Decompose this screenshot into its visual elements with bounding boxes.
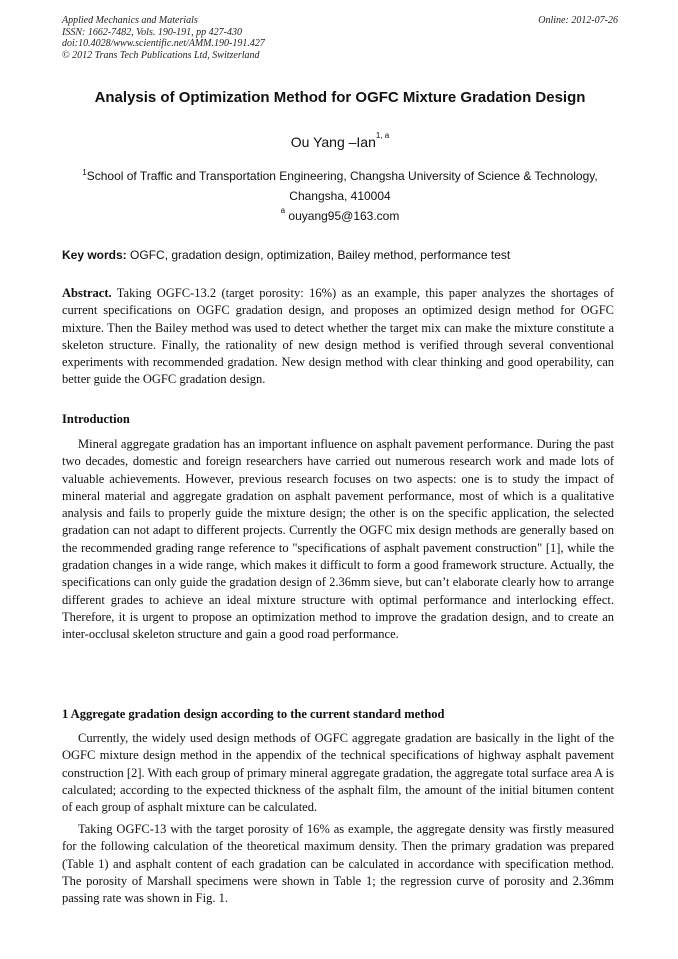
issn-line: ISSN: 1662-7482, Vols. 190-191, pp 427-430 xyxy=(62,26,242,38)
copyright-line: © 2012 Trans Tech Publications Ltd, Switzerland xyxy=(62,49,260,61)
section-1-text-1: Currently, the widely used design methods of OGFC aggregate gradation are basically in the light of the OGFC mixture design method in the appendix of the technical specifications of highway asphalt pavement construction [2]. With each group of primary mineral aggregate gradation, the aggregate total surface area A is calculated; according to the expected thickness of the asphalt film, the amount of the initial bitumen content of each group of asphalt mixture can be calculated. xyxy=(62,731,614,815)
abstract-text: Taking OGFC-13.2 (target porosity: 16%) as an example, this paper analyzes the shortages of current specifications on OGFC gradation design, and proposes an optimized design method for OGFC mixture. Then the Bailey method was used to detect whether the target mix can make the mixture constitute a skeleton structure. Finally, the rationality of new design method is verified through several conventional experiments with recommended gradation. New design method with clear thinking and good operability, can better guide the OGFC gradation design. xyxy=(62,286,614,387)
section-heading-introduction: Introduction xyxy=(62,412,130,426)
email-address: ouyang95@163.com xyxy=(288,209,400,223)
keywords xyxy=(62,248,618,262)
email-marker: a xyxy=(280,206,286,215)
affiliation-line-1: School of Traffic and Transportation Engineering, Changsha University of Science & Technology, xyxy=(86,169,598,183)
introduction-paragraph xyxy=(62,436,614,644)
author-name: Ou Yang –Ian xyxy=(290,134,376,150)
affiliation-line-2: Changsha, 410004 xyxy=(289,189,391,203)
introduction-text: Mineral aggregate gradation has an important influence on asphalt pavement performance. During the past two decades, domestic and foreign researchers have carried out numerous research work and made lots of valuable achievements. However, previous research focuses on two aspects: one is to study the impact of mineral material and aggregate gradation on asphalt pavement performance, most of which is a qualitative analysis and fails to properly guide the mixture design; the other is on the specific application, the selected gradation can not adapt to different projects. Currently the OGFC mix design methods are generally based on the recommended grading range reference to "specifications of asphalt pavement construction" [1], while the gradation changes in a wide range, which makes it difficult to form a good framework structure. Actually, the specifications can only guide the gradation design of 2.36mm sieve, but can’t elaborate clearly how to arrange different grades to achieve an ideal mixture structure with optimal performance and interlocking effect. Therefore, it is urgent to propose an optimization method to improve the gradation design, and to create an inter-occlusal skeleton structure and gain a good road performance. xyxy=(62,437,614,642)
section-heading-1: 1 Aggregate gradation design according to the current standard method xyxy=(62,707,445,721)
abstract-label: Abstract. xyxy=(62,286,112,300)
keywords-text: OGFC, gradation design, optimization, Bailey method, performance test xyxy=(130,248,511,262)
journal-name: Applied Mechanics and Materials xyxy=(62,15,198,26)
affiliation xyxy=(62,166,618,206)
abstract xyxy=(62,285,614,389)
keywords-label: Key words: xyxy=(62,248,127,262)
online-date: Online: 2012-07-26 xyxy=(538,15,618,26)
author-email xyxy=(40,206,640,223)
paper-title: Analysis of Optimization Method for OGFC Mixture Gradation Design xyxy=(94,89,586,106)
section-1-paragraph-2 xyxy=(62,821,614,907)
section-1-paragraph-1 xyxy=(62,730,614,816)
author-line xyxy=(40,131,640,150)
affiliation-marker: 1 xyxy=(82,168,87,177)
doi-line: doi:10.4028/www.scientific.net/AMM.190-191.427 xyxy=(62,38,265,49)
journal-header xyxy=(62,15,618,61)
author-affiliation-marker: 1, a xyxy=(375,131,390,140)
section-1-text-2: Taking OGFC-13 with the target porosity of 16% as example, the aggregate density was firstly measured for the following calculation of the theoretical maximum density. Then the primary gradation was prepared (Table 1) and asphalt content of each gradation can be calculated in accordance with specification method. The porosity of Marshall specimens were shown in Table 1; the regression curve of porosity and 2.36mm passing rate was shown in Fig. 1. xyxy=(62,822,614,906)
